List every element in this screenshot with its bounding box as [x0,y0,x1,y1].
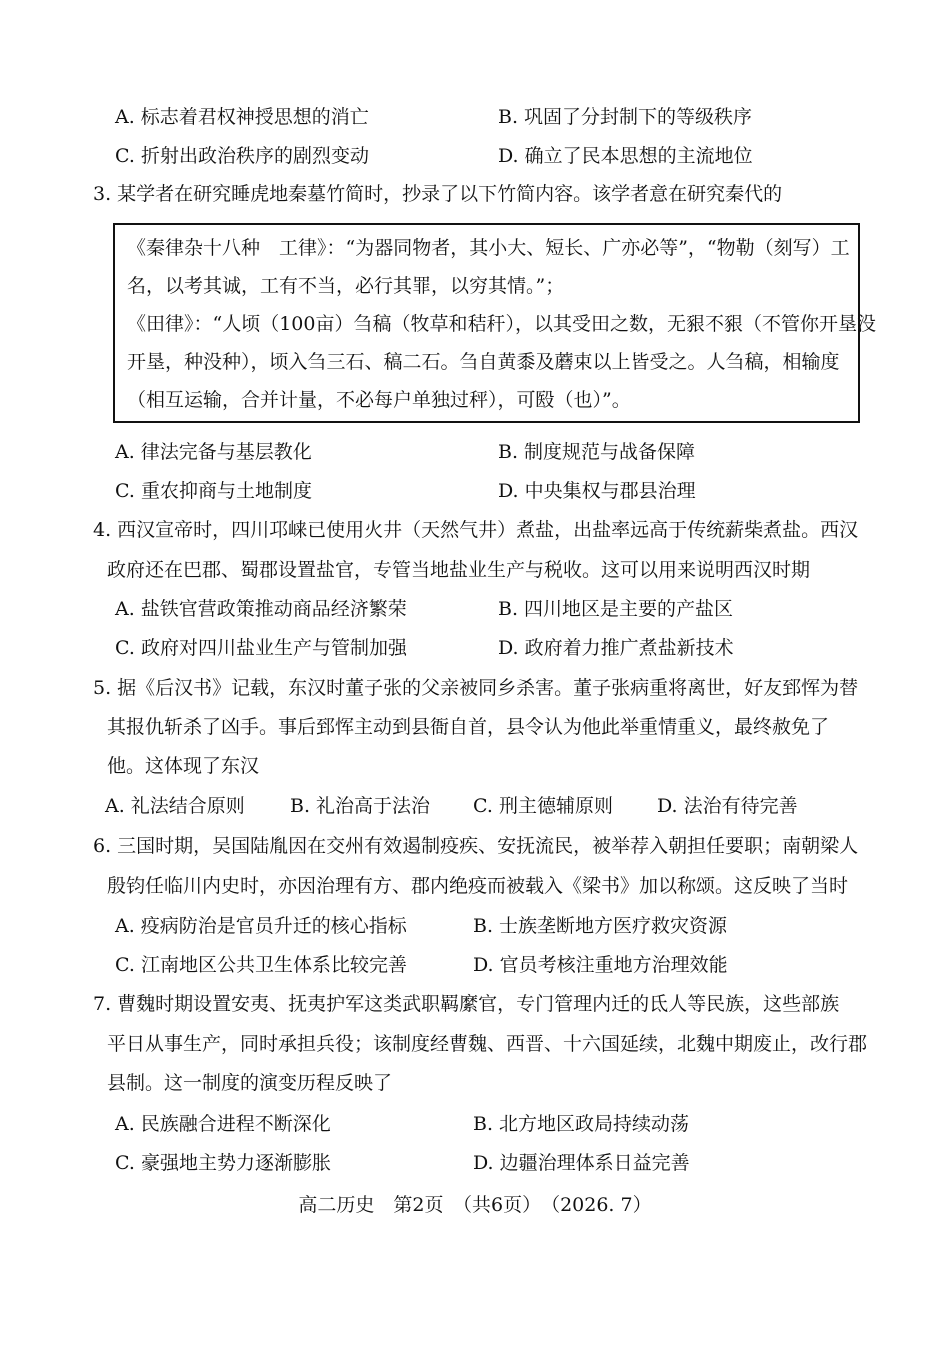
q3-box-line-3: 《田律》：“人顷（100亩）刍稿（牧草和秸秆），以其受田之数，无豤不豤（不管你开垦没 [127,313,876,335]
q5-stem-line-2: 其报仇斩杀了凶手。事后郅恽主动到县衙自首，县令认为他此举重情重义，最终赦免了 [107,716,830,738]
q4-stem-line-1: 4. 西汉宣帝时，四川邛崃已使用火井（天然气井）煮盐，出盐率远高于传统薪柴煮盐。西汉 [93,519,859,541]
q3-option-a: A. 律法完备与基层教化 [115,441,312,463]
q6-stem-line-2: 殷钧任临川内史时，亦因治理有方、郡内绝疫而被载入《梁书》加以称颂。这反映了当时 [107,875,849,897]
q5-stem-line-1: 5. 据《后汉书》记载，东汉时董子张的父亲被同乡杀害。董子张病重将离世，好友郅恽为替 [93,677,859,699]
q4-option-c: C. 政府对四川盐业生产与管制加强 [115,637,407,659]
q3-box-line-5: （相互运输，合并计量，不必每户单独过秤），可殹（也）”。 [127,389,631,411]
q4-option-b: B. 四川地区是主要的产盐区 [498,598,734,620]
q6-options-row1 [0,911,950,941]
q6-option-d: D. 官员考核注重地方治理效能 [473,954,728,976]
q3-option-d: D. 中央集权与郡县治理 [498,480,696,502]
q3-box-line-2: 名，以考其诚，工有不当，必行其罪，以穷其情。”； [127,275,565,297]
q7-option-d: D. 边疆治理体系日益完善 [473,1152,690,1174]
q5-options-row [0,791,950,821]
q7-option-c: C. 豪强地主势力逐渐膨胀 [115,1152,331,1174]
q2-options-row1 [0,102,950,132]
q7-stem-line-2: 平日从事生产，同时承担兵役；该制度经曹魏、西晋、十六国延续，北魏中期废止，改行郡 [107,1033,868,1055]
q3-option-b: B. 制度规范与战备保障 [498,441,696,463]
q2-option-a: A. 标志着君权神授思想的消亡 [115,106,369,128]
q7-options-row1 [0,1109,950,1139]
q5-option-c: C. 刑主德辅原则 [473,795,613,817]
q2-option-b: B. 巩固了分封制下的等级秩序 [498,106,753,128]
q2-option-d: D. 确立了民本思想的主流地位 [498,145,753,167]
q7-option-a: A. 民族融合进程不断深化 [115,1113,331,1135]
q3-options-row1 [0,437,950,467]
q5-stem-line-3: 他。这体现了东汉 [107,755,260,777]
q7-options-row2 [0,1148,950,1178]
q2-option-c: C. 折射出政治秩序的剧烈变动 [115,145,369,167]
q4-option-d: D. 政府着力推广煮盐新技术 [498,637,734,659]
q7-stem-line-1: 7. 曹魏时期设置安夷、抚夷护军这类武职羁縻官，专门管理内迁的氐人等民族，这些部族 [93,993,840,1015]
q6-stem-line-1: 6. 三国时期，吴国陆胤因在交州有效遏制疫疾、安抚流民，被举荐入朝担任要职；南朝梁人 [93,835,859,857]
q5-option-d: D. 法治有待完善 [657,795,798,817]
q4-stem-line-2: 政府还在巴郡、蜀郡设置盐官，专管当地盐业生产与税收。这可以用来说明西汉时期 [107,559,811,581]
q3-box-line-1: 《秦律杂十八种 工律》：“为器同物者，其小大、短长、广亦必等”，“物勒（刻写）工 [127,237,850,259]
q3-stem: 3. 某学者在研究睡虎地秦墓竹简时，抄录了以下竹简内容。该学者意在研究秦代的 [93,183,783,205]
q3-box-line-4: 开垦，种没种），顷入刍三石、稿二石。刍自黄黍及蘑束以上皆受之。人刍稿，相输度 [127,351,840,373]
q6-option-c: C. 江南地区公共卫生体系比较完善 [115,954,407,976]
q6-option-b: B. 士族垄断地方医疗救灾资源 [473,915,728,937]
page-footer: 高二历史 第2页 （共6页） （2026. 7） [298,1194,652,1216]
q7-option-b: B. 北方地区政局持续动荡 [473,1113,690,1135]
q6-option-a: A. 疫病防治是官员升迁的核心指标 [115,915,407,937]
q3-options-row2 [0,476,950,506]
q6-options-row2 [0,950,950,980]
q3-option-c: C. 重农抑商与土地制度 [115,480,312,502]
q5-option-a: A. 礼法结合原则 [105,795,245,817]
q2-options-row2 [0,141,950,171]
q5-option-b: B. 礼治高于法治 [290,795,431,817]
q4-options-row2 [0,633,950,663]
q4-option-a: A. 盐铁官营政策推动商品经济繁荣 [115,598,407,620]
q4-options-row1 [0,594,950,624]
q7-stem-line-3: 县制。这一制度的演变历程反映了 [107,1072,393,1094]
